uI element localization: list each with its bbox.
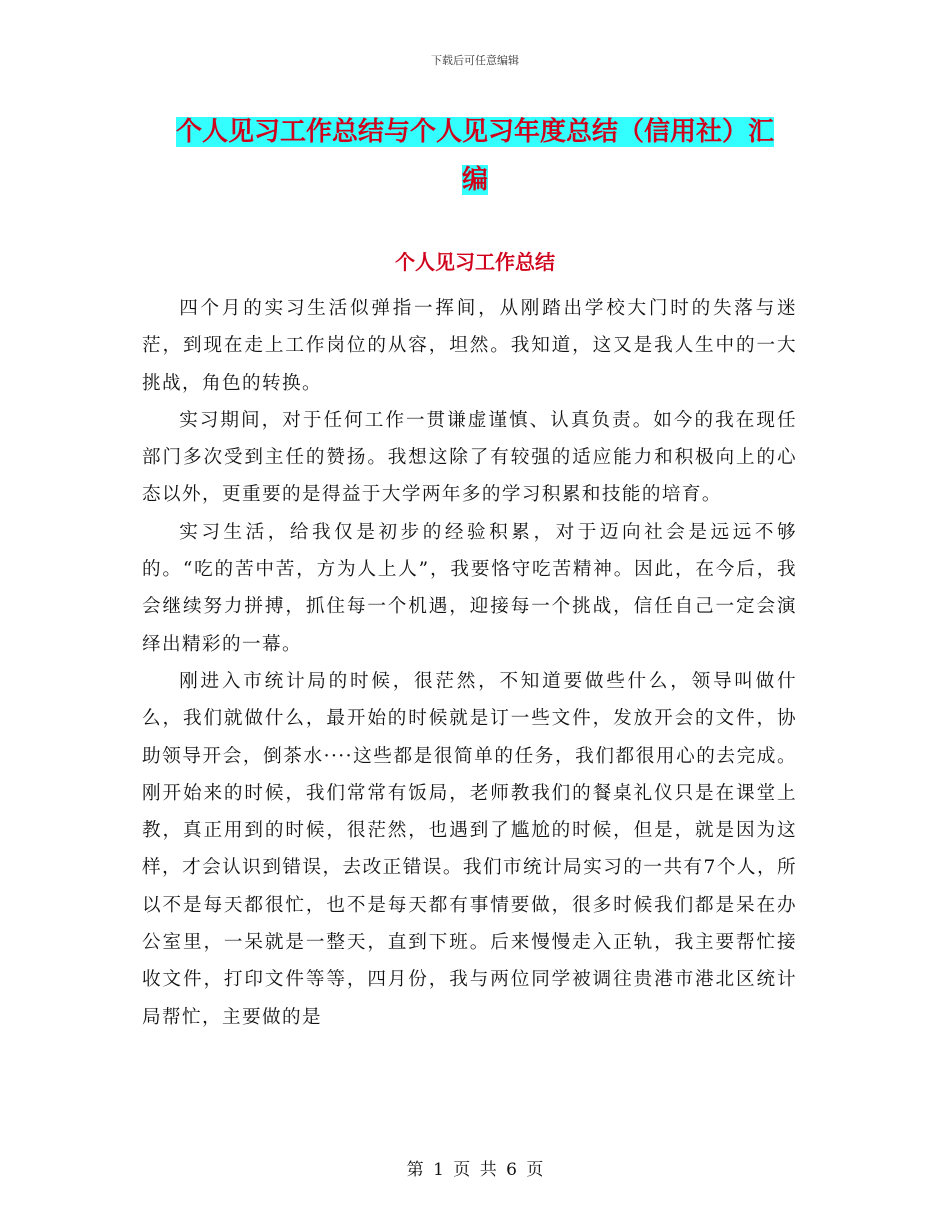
document-title	[140, 108, 810, 204]
paragraph: 刚进入市统计局的时候，很茫然，不知道要做些什么，领导叫做什么，我们就做什么，最开始的时候就是订一些文件，发放开会的文件，协助领导开会，倒茶水····这些都是很简单的任务，我们都很用心的去完成。刚开始来的时候，我们常常有饭局，老师教我们的餐桌礼仪只是在课堂上教，真正用到的时候，很茫然，也遇到了尴尬的时候，但是，就是因为这样，才会认识到错误，去改正错误。我们市统计局实习的一共有7个人，所以不是每天都很忙，也不是每天都有事情要做，很多时候我们都是呆在办公室里，一呆就是一整天，直到下班。后来慢慢走入正轨，我主要帮忙接收文件，打印文件等等，四月份，我与两位同学被调往贵港市港北区统计局帮忙，主要做的是	[142, 670, 797, 1028]
section-heading: 个人见习工作总结	[395, 250, 555, 274]
page-footer: 第 1 页 共 6 页	[406, 1160, 544, 1180]
header-note: 下载后可任意编辑	[431, 54, 519, 67]
paragraph: 实习生活，给我仅是初步的经验积累，对于迈向社会是远远不够的。“吃的苦中苦，方为人上人”，我要恪守吃苦精神。因此，在今后，我会继续努力拼搏，抓住每一个机遇，迎接每一个挑战，信任自己一定会演绎出精彩的一幕。	[142, 521, 797, 655]
paragraph: 四个月的实习生活似弹指一挥间，从刚踏出学校大门时的失落与迷茫，到现在走上工作岗位的从容，坦然。我知道，这又是我人生中的一大挑战，角色的转换。	[142, 298, 797, 394]
body-text	[142, 290, 797, 1036]
paragraph: 实习期间，对于任何工作一贯谦虚谨慎、认真负责。如今的我在现任部门多次受到主任的赞扬。我想这除了有较强的适应能力和积极向上的心态以外，更重要的是得益于大学两年多的学习积累和技能的培育。	[142, 409, 797, 506]
document-title-line1: 个人见习工作总结与个人见习年度总结（信用社）汇	[175, 117, 774, 147]
document-title-line2: 编	[461, 165, 488, 195]
